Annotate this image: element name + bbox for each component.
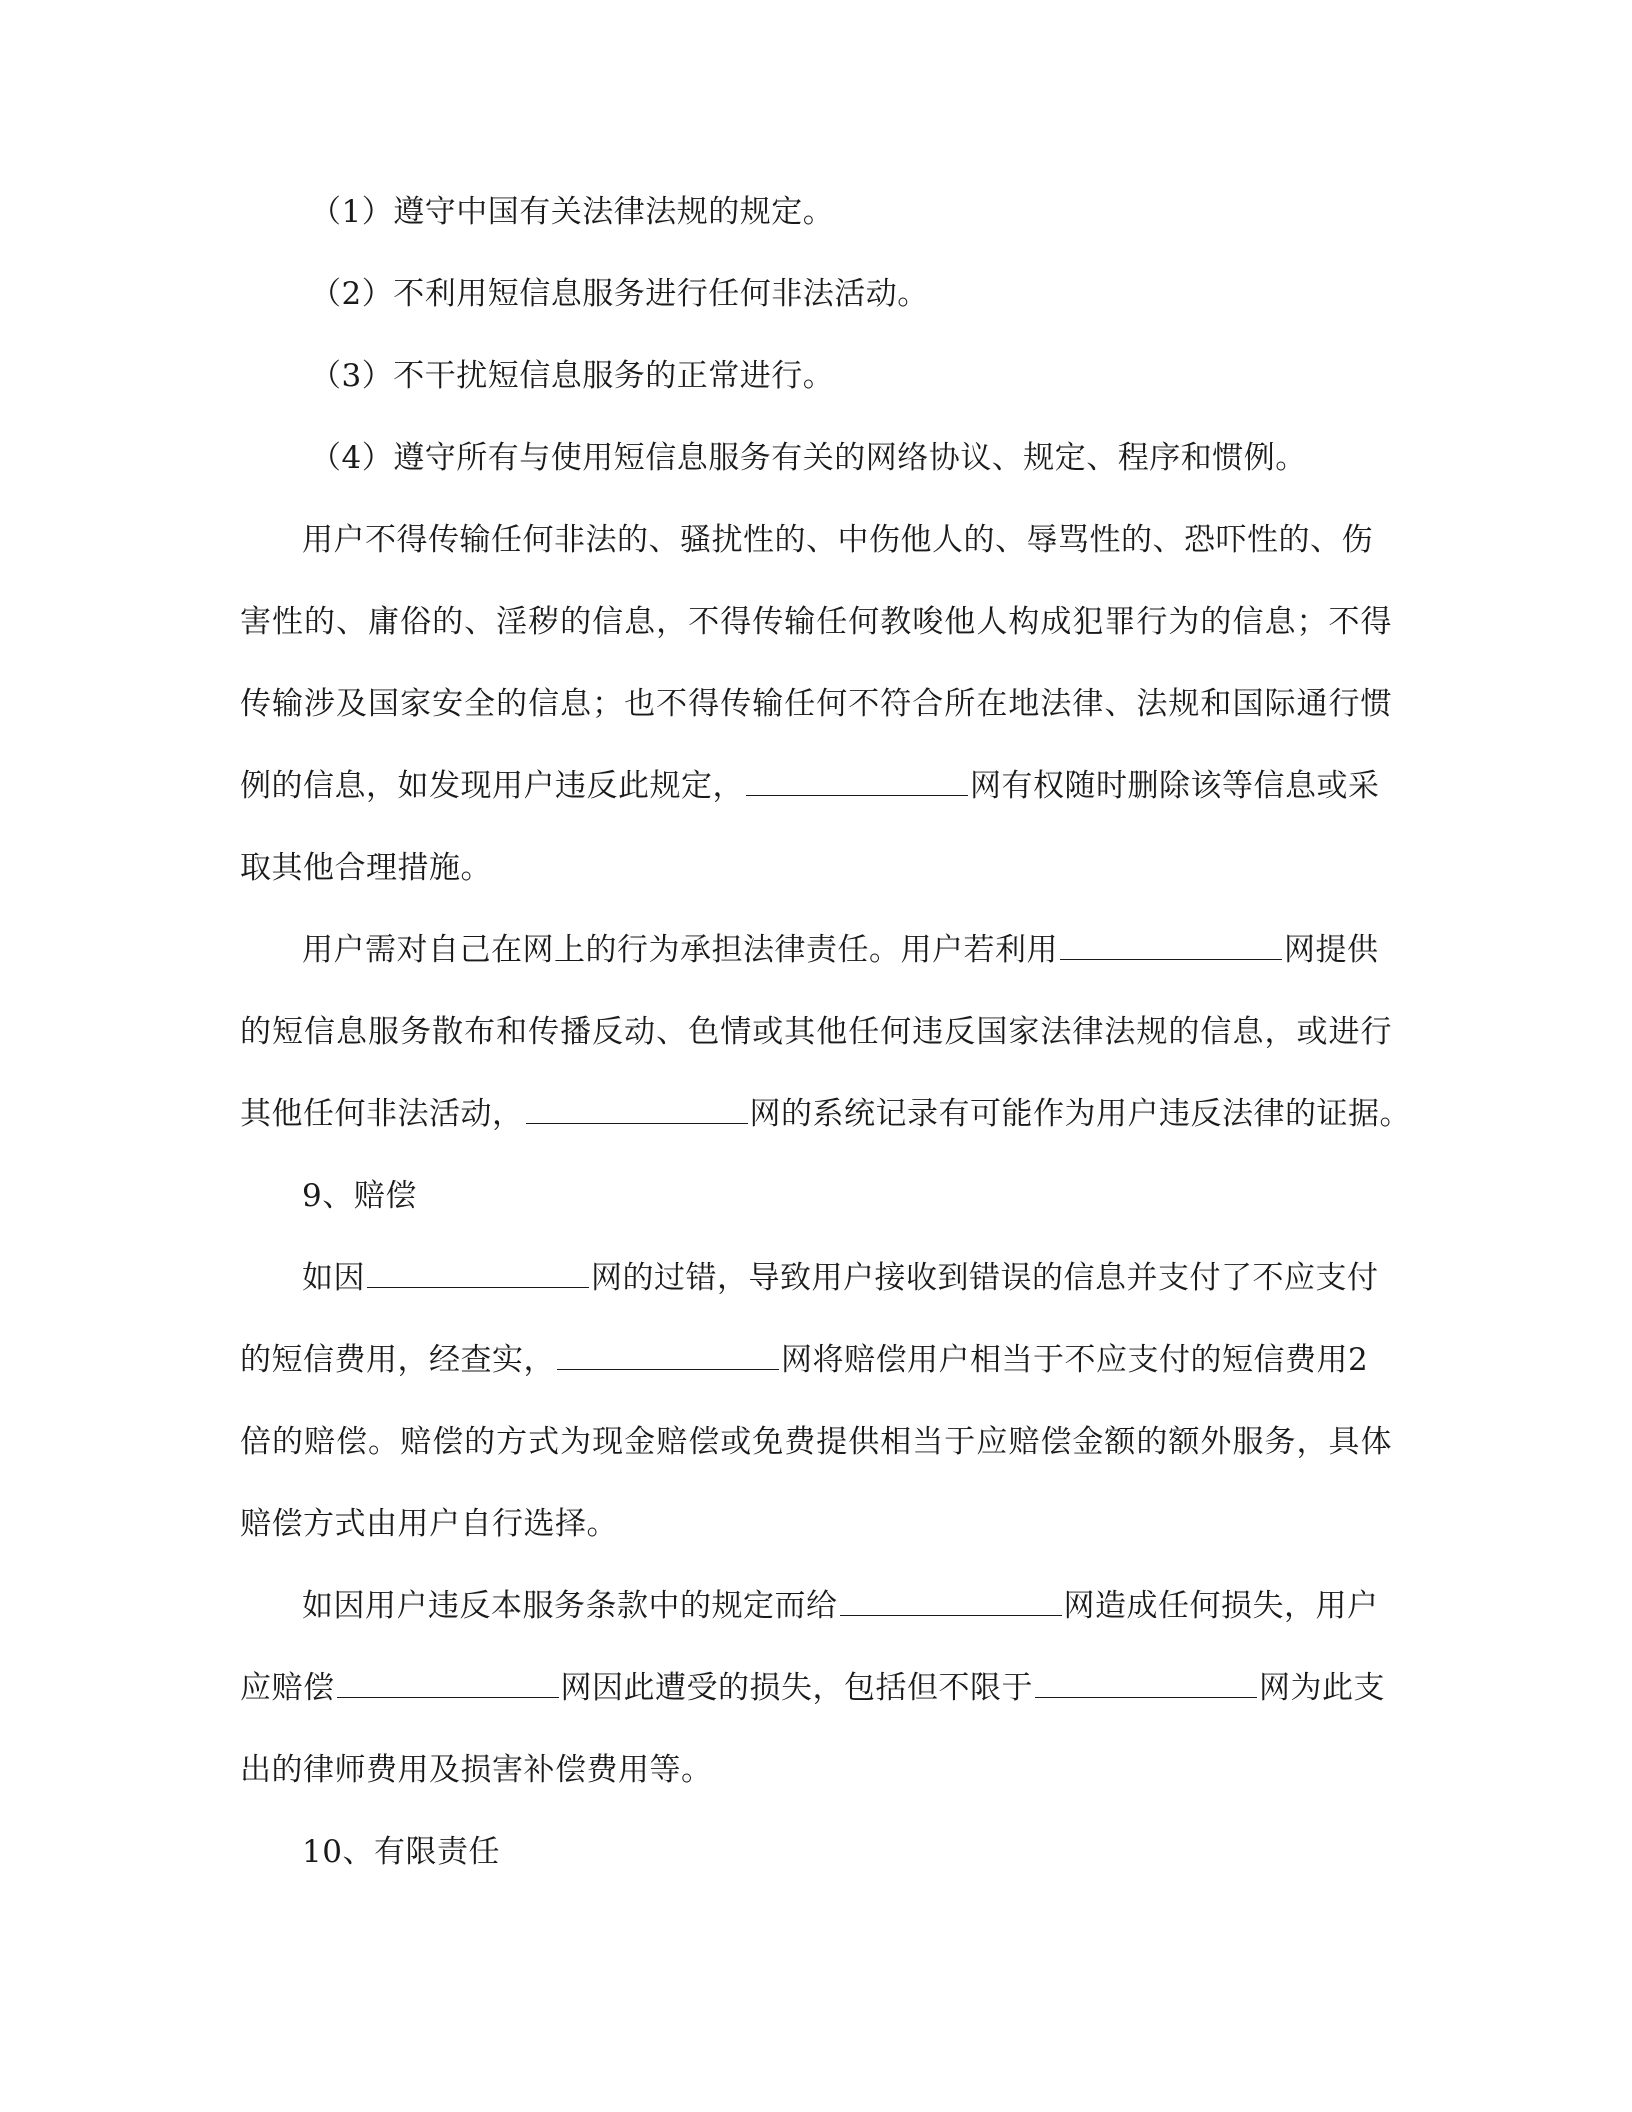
fill-in-blank	[840, 1587, 1062, 1616]
list-item: （1）遵守中国有关法律法规的规定。	[310, 194, 835, 230]
text-segment: 网为此支	[1259, 1670, 1385, 1706]
fill-in-blank	[367, 1259, 589, 1288]
text-segment: 网造成任何损失，用户	[1063, 1588, 1379, 1624]
fill-in-blank	[337, 1669, 559, 1698]
section-heading: 10、有限责任	[302, 1834, 500, 1870]
text-segment: 例的信息，如发现用户违反此规定，	[240, 768, 744, 804]
paragraph-line	[240, 1094, 1411, 1134]
paragraph-line: 的短信息服务散布和传播反动、色情或其他任何违反国家法律法规的信息，或进行	[240, 1014, 1392, 1050]
list-item: （4）遵守所有与使用短信息服务有关的网络协议、规定、程序和惯例。	[310, 440, 1307, 476]
text-segment: 应赔偿	[240, 1670, 335, 1706]
fill-in-blank	[1060, 931, 1282, 960]
text-segment: 的短信费用，经查实，	[240, 1342, 555, 1378]
paragraph-line: 害性的、庸俗的、淫秽的信息，不得传输任何教唆他人构成犯罪行为的信息；不得	[240, 604, 1392, 640]
text-segment: 网提供	[1284, 932, 1379, 968]
list-item: （3）不干扰短信息服务的正常进行。	[310, 358, 835, 394]
paragraph-line	[302, 1586, 1454, 1626]
paragraph-line	[240, 1668, 1392, 1708]
paragraph-line	[302, 930, 1454, 970]
text-segment: 如因用户违反本服务条款中的规定而给	[302, 1588, 838, 1624]
text-segment: 网的过错，导致用户接收到错误的信息并支付了不应支付	[591, 1260, 1379, 1296]
text-segment: 网的系统记录有可能作为用户违反法律的证据。	[749, 1096, 1411, 1132]
text-segment: 网因此遭受的损失，包括但不限于	[560, 1670, 1033, 1706]
fill-in-blank	[526, 1095, 748, 1124]
fill-in-blank	[746, 767, 968, 796]
fill-in-blank	[1035, 1669, 1257, 1698]
paragraph-line: 取其他合理措施。	[240, 850, 492, 886]
text-segment: 如因	[302, 1260, 365, 1296]
text-segment: 网有权随时删除该等信息或采	[970, 768, 1380, 804]
paragraph-line: 倍的赔偿。赔偿的方式为现金赔偿或免费提供相当于应赔偿金额的额外服务，具体	[240, 1424, 1392, 1460]
paragraph-line: 用户不得传输任何非法的、骚扰性的、中伤他人的、辱骂性的、恐吓性的、伤	[302, 522, 1373, 558]
fill-in-blank	[557, 1341, 779, 1370]
text-segment: 用户需对自己在网上的行为承担法律责任。用户若利用	[302, 932, 1058, 968]
paragraph-line	[240, 766, 1392, 806]
text-segment: 网将赔偿用户相当于不应支付的短信费用2	[781, 1342, 1369, 1378]
paragraph-line: 传输涉及国家安全的信息；也不得传输任何不符合所在地法律、法规和国际通行惯	[240, 686, 1392, 722]
paragraph-line	[302, 1258, 1454, 1298]
paragraph-line	[240, 1340, 1392, 1380]
paragraph-line: 赔偿方式由用户自行选择。	[240, 1506, 618, 1542]
list-item: （2）不利用短信息服务进行任何非法活动。	[310, 276, 929, 312]
text-segment: 其他任何非法活动，	[240, 1096, 524, 1132]
section-heading: 9、赔偿	[302, 1178, 417, 1214]
paragraph-line: 出的律师费用及损害补偿费用等。	[240, 1752, 713, 1788]
